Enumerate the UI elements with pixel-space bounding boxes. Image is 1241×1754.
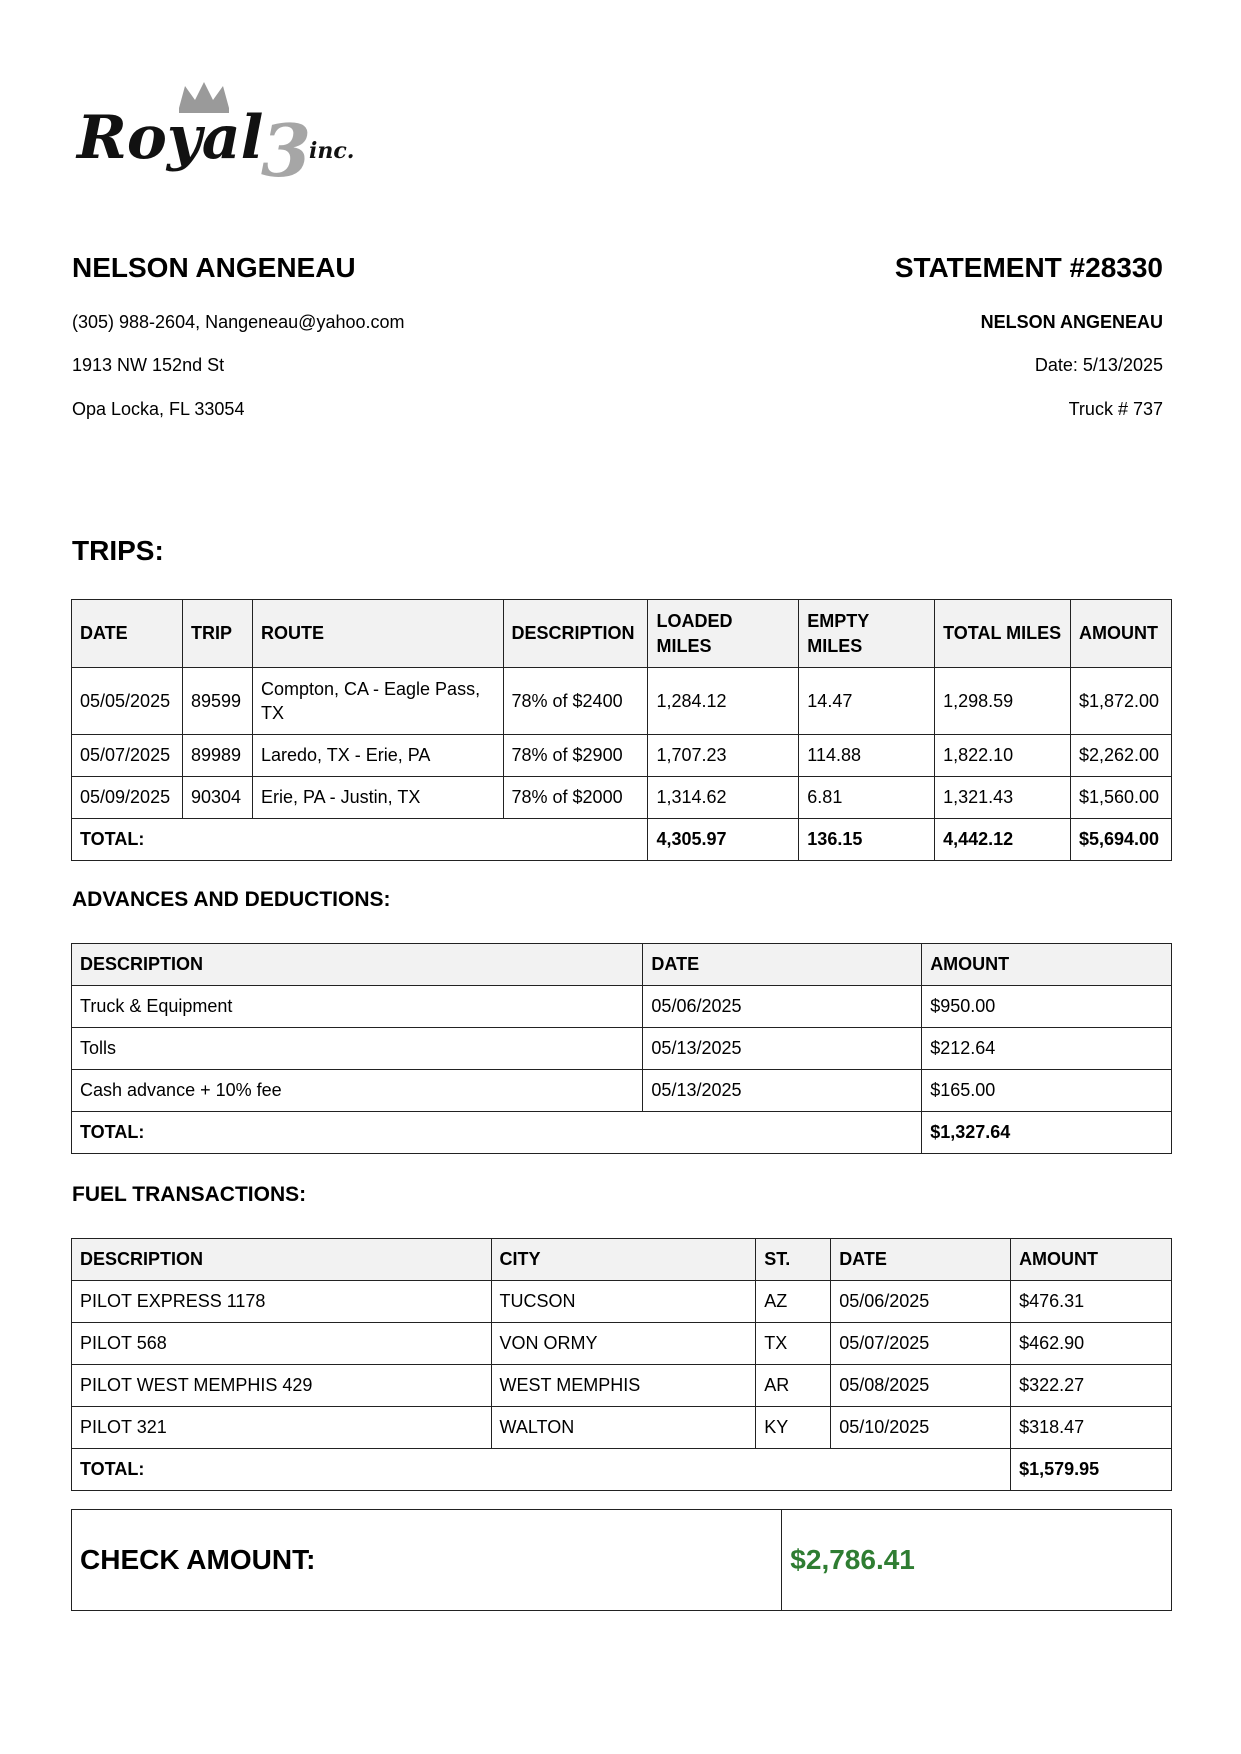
table-cell: Laredo, TX - Erie, PA [252,735,503,777]
table-cell: $1,872.00 [1070,668,1171,735]
table-cell: 05/13/2025 [643,1070,922,1112]
table-row [72,735,1172,777]
total-total-miles: 4,442.12 [935,819,1071,861]
company-logo [75,78,385,190]
table-cell: 05/08/2025 [831,1365,1011,1407]
table-row [72,1070,1172,1112]
table-cell: PILOT WEST MEMPHIS 429 [72,1365,492,1407]
table-cell: PILOT 568 [72,1323,492,1365]
table-cell: Compton, CA - Eagle Pass, TX [252,668,503,735]
table-cell: TUCSON [491,1281,756,1323]
table-cell: 14.47 [799,668,935,735]
table-row [72,1407,1172,1449]
statement-payee: NELSON ANGENEAU [980,312,1163,332]
table-cell: PILOT EXPRESS 1178 [72,1281,492,1323]
table-cell: 05/07/2025 [72,735,183,777]
total-label: TOTAL: [72,819,648,861]
column-header: DATE [831,1239,1011,1281]
table-cell: $462.90 [1011,1323,1172,1365]
company-contact: (305) 988-2604, Nangeneau@yahoo.com [72,312,405,332]
statement-truck: Truck # 737 [1068,399,1163,419]
table-cell: AR [756,1365,831,1407]
table-cell: $318.47 [1011,1407,1172,1449]
table-cell: 78% of $2900 [503,735,648,777]
table-row [72,986,1172,1028]
column-header: LOADED MILES [648,600,799,668]
table-header-row [72,600,1172,668]
total-label: TOTAL: [72,1112,922,1154]
total-amount: $1,579.95 [1011,1449,1172,1491]
column-header: DESCRIPTION [72,944,643,986]
total-row [72,1449,1172,1491]
table-cell: 1,298.59 [935,668,1071,735]
statement-title: STATEMENT #28330 [894,252,1163,283]
table-cell: $165.00 [922,1070,1172,1112]
table-cell: 89989 [182,735,252,777]
table-cell: 89599 [182,668,252,735]
table-cell: 1,822.10 [935,735,1071,777]
company-address-line2: Opa Locka, FL 33054 [72,399,245,419]
table-cell: KY [756,1407,831,1449]
table-cell: WEST MEMPHIS [491,1365,756,1407]
table-cell: 05/06/2025 [831,1281,1011,1323]
table-cell: $1,560.00 [1070,777,1171,819]
table-cell: 1,284.12 [648,668,799,735]
table-cell: 78% of $2000 [503,777,648,819]
table-cell: 78% of $2400 [503,668,648,735]
fuel-section-title: FUEL TRANSACTIONS: [72,1183,307,1206]
check-amount-box [71,1509,1172,1611]
table-cell: $476.31 [1011,1281,1172,1323]
total-row [72,1112,1172,1154]
table-cell: 05/06/2025 [643,986,922,1028]
table-cell: 1,321.43 [935,777,1071,819]
table-row [72,1323,1172,1365]
column-header: DATE [72,600,183,668]
table-row [72,1028,1172,1070]
table-cell: TX [756,1323,831,1365]
table-cell: Erie, PA - Justin, TX [252,777,503,819]
table-cell: WALTON [491,1407,756,1449]
column-header: DESCRIPTION [72,1239,492,1281]
table-cell: $2,262.00 [1070,735,1171,777]
table-header-row [72,1239,1172,1281]
table-cell: Tolls [72,1028,643,1070]
table-cell: PILOT 321 [72,1407,492,1449]
table-cell: 1,707.23 [648,735,799,777]
table-cell: VON ORMY [491,1323,756,1365]
table-cell: 6.81 [799,777,935,819]
logo-suffix: inc. [309,138,355,164]
column-header: EMPTY MILES [799,600,935,668]
column-header: DATE [643,944,922,986]
check-row [72,1510,1172,1611]
table-cell: 05/10/2025 [831,1407,1011,1449]
logo-brand: Royal [77,103,264,173]
company-name: NELSON ANGENEAU [72,252,356,283]
column-header: TOTAL MILES [935,600,1071,668]
column-header: ROUTE [252,600,503,668]
column-header: DESCRIPTION [503,600,648,668]
logo-number: 3 [261,108,312,190]
table-row [72,668,1172,735]
table-cell: 05/09/2025 [72,777,183,819]
table-cell: 114.88 [799,735,935,777]
total-row [72,819,1172,861]
table-row [72,1281,1172,1323]
table-cell: 05/13/2025 [643,1028,922,1070]
column-header: ST. [756,1239,831,1281]
fuel-table [71,1238,1172,1491]
table-header-row [72,944,1172,986]
table-cell: $212.64 [922,1028,1172,1070]
column-header: TRIP [182,600,252,668]
check-amount-label: CHECK AMOUNT: [72,1510,782,1611]
trips-section-title: TRIPS: [72,535,164,566]
table-cell: Cash advance + 10% fee [72,1070,643,1112]
table-cell: AZ [756,1281,831,1323]
column-header: AMOUNT [1070,600,1171,668]
advances-section-title: ADVANCES AND DEDUCTIONS: [72,888,391,911]
column-header: CITY [491,1239,756,1281]
table-cell: 1,314.62 [648,777,799,819]
table-cell: $322.27 [1011,1365,1172,1407]
column-header: AMOUNT [922,944,1172,986]
total-amount: $1,327.64 [922,1112,1172,1154]
check-amount-value: $2,786.41 [782,1510,1172,1611]
total-loaded-miles: 4,305.97 [648,819,799,861]
advances-table [71,943,1172,1154]
table-cell: 05/07/2025 [831,1323,1011,1365]
table-cell: $950.00 [922,986,1172,1028]
column-header: AMOUNT [1011,1239,1172,1281]
trips-table [71,599,1172,861]
table-cell: 05/05/2025 [72,668,183,735]
table-cell: 90304 [182,777,252,819]
total-amount: $5,694.00 [1070,819,1171,861]
total-empty-miles: 136.15 [799,819,935,861]
statement-date: Date: 5/13/2025 [1034,355,1163,375]
table-row [72,1365,1172,1407]
table-row [72,777,1172,819]
company-address-line1: 1913 NW 152nd St [72,355,225,375]
total-label: TOTAL: [72,1449,1011,1491]
table-cell: Truck & Equipment [72,986,643,1028]
